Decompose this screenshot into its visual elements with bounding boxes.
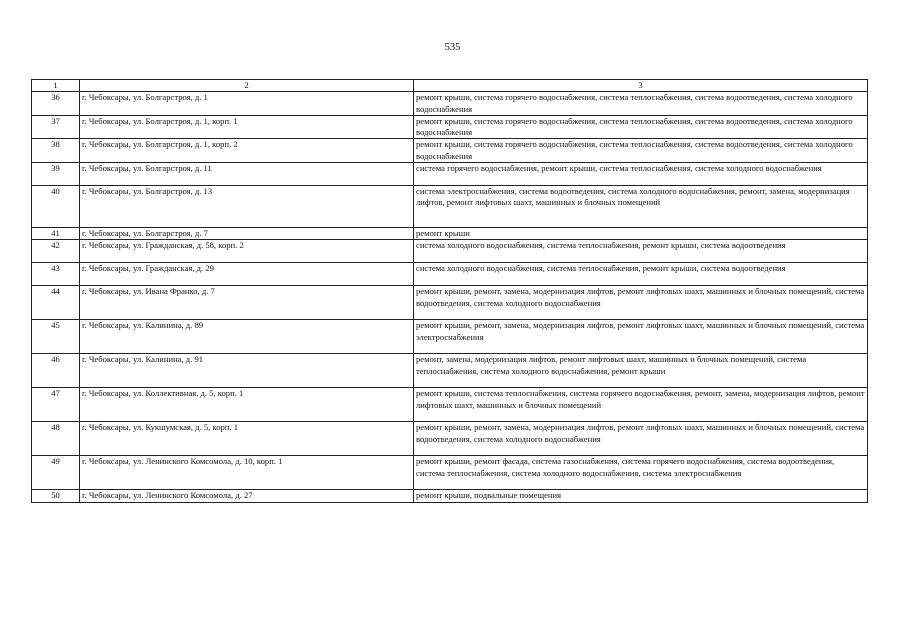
- row-works: ремонт крыши, ремонт, замена, модернизация лифтов, ремонт лифтовых шахт, машинных и блочных помещений, система водоотведения, система холодного водоснабжения: [414, 422, 868, 456]
- row-number: 39: [32, 163, 80, 186]
- row-works: система холодного водоснабжения, система теплоснабжения, ремонт крыши, система водоотведения: [414, 263, 868, 286]
- row-works: ремонт крыши, ремонт, замена, модернизация лифтов, ремонт лифтовых шахт, машинных и блочных помещений, система электроснабжения: [414, 320, 868, 354]
- row-address: г. Чебоксары, ул. Болгарстроя, д. 1, корп. 2: [80, 139, 414, 163]
- row-address: г. Чебоксары, ул. Кукшумская, д. 5, корп. 1: [80, 422, 414, 456]
- row-number: 49: [32, 456, 80, 490]
- row-number: 47: [32, 388, 80, 422]
- row-number: 42: [32, 240, 80, 263]
- row-address: г. Чебоксары, ул. Коллективная, д. 5, корп. 1: [80, 388, 414, 422]
- table-row: [32, 92, 868, 116]
- row-address: г. Чебоксары, ул. Ивана Франко, д. 7: [80, 286, 414, 320]
- column-header-3: 3: [414, 80, 868, 92]
- row-number: 46: [32, 354, 80, 388]
- row-number: 41: [32, 228, 80, 240]
- row-number: 38: [32, 139, 80, 163]
- table-row: [32, 139, 868, 163]
- row-address: г. Чебоксары, ул. Калинина, д. 91: [80, 354, 414, 388]
- column-header-1: 1: [32, 80, 80, 92]
- row-works: ремонт крыши: [414, 228, 868, 240]
- row-works: ремонт крыши, система горячего водоснабжения, система теплоснабжения, система водоотведения, система холодного водоснабжения: [414, 115, 868, 139]
- row-works: ремонт, замена, модернизация лифтов, ремонт лифтовых шахт, машинных и блочных помещений, система теплоснабжения, система холодного водоснабжения, ремонт крыши: [414, 354, 868, 388]
- row-number: 40: [32, 186, 80, 228]
- table-row: [32, 354, 868, 388]
- row-number: 43: [32, 263, 80, 286]
- row-address: г. Чебоксары, ул. Болгарстроя, д. 11: [80, 163, 414, 186]
- row-address: г. Чебоксары, ул. Гражданская, д. 58, корп. 2: [80, 240, 414, 263]
- page-number: 535: [444, 42, 461, 53]
- row-works: ремонт крыши, система горячего водоснабжения, система теплоснабжения, система водоотведения, система холодного водоснабжения: [414, 139, 868, 163]
- row-works: ремонт крыши, система горячего водоснабжения, система теплоснабжения, система водоотведения, система холодного водоснабжения: [414, 92, 868, 116]
- row-works: система горячего водоснабжения, ремонт крыши, система теплоснабжения, система холодного водоснабжения: [414, 163, 868, 186]
- row-address: г. Чебоксары, ул. Болгарстроя, д. 7: [80, 228, 414, 240]
- table-row: [32, 163, 868, 186]
- row-address: г. Чебоксары, ул. Калинина, д. 89: [80, 320, 414, 354]
- row-number: 50: [32, 490, 80, 502]
- table-row: [32, 422, 868, 456]
- column-header-2: 2: [80, 80, 414, 92]
- table-row: [32, 115, 868, 139]
- row-address: г. Чебоксары, ул. Ленинского Комсомола, д. 27: [80, 490, 414, 502]
- row-number: 44: [32, 286, 80, 320]
- table-row: [32, 456, 868, 490]
- address-works-table: [31, 79, 868, 503]
- table-row: [32, 263, 868, 286]
- row-works: ремонт крыши, ремонт фасада, система газоснабжения, система горячего водоснабжения, система водоотведения, система теплоснабжения, система холодного водоснабжения, система электроснабжения: [414, 456, 868, 490]
- row-works: система электроснабжения, система водоотведения, система холодного водоснабжения, ремонт, замена, модернизация лифтов, ремонт лифтовых шахт, машинных и блочных помещений: [414, 186, 868, 228]
- table-row: [32, 186, 868, 228]
- row-works: ремонт крыши, система теплоснабжения, система горячего водоснабжения, ремонт, замена, модернизация лифтов, ремонт лифтовых шахт, машинных и блочных помещений: [414, 388, 868, 422]
- row-number: 45: [32, 320, 80, 354]
- table-row: [32, 286, 868, 320]
- row-address: г. Чебоксары, ул. Ленинского Комсомола, д. 10, корп. 1: [80, 456, 414, 490]
- row-works: ремонт крыши, подвальные помещения: [414, 490, 868, 502]
- table-row: [32, 388, 868, 422]
- row-number: 36: [32, 92, 80, 116]
- table-header-row: [32, 80, 868, 92]
- row-number: 48: [32, 422, 80, 456]
- row-address: г. Чебоксары, ул. Болгарстроя, д. 1, корп. 1: [80, 115, 414, 139]
- row-address: г. Чебоксары, ул. Болгарстроя, д. 1: [80, 92, 414, 116]
- table-row: [32, 240, 868, 263]
- row-works: ремонт крыши, ремонт, замена, модернизация лифтов, ремонт лифтовых шахт, машинных и блочных помещений, система водоотведения, система холодного водоснабжения: [414, 286, 868, 320]
- table-row: [32, 490, 868, 502]
- row-works: система холодного водоснабжения, система теплоснабжения, ремонт крыши, система водоотведения: [414, 240, 868, 263]
- row-address: г. Чебоксары, ул. Болгарстроя, д. 13: [80, 186, 414, 228]
- table-row: [32, 228, 868, 240]
- table-row: [32, 320, 868, 354]
- row-number: 37: [32, 115, 80, 139]
- row-address: г. Чебоксары, ул. Гражданская, д. 29: [80, 263, 414, 286]
